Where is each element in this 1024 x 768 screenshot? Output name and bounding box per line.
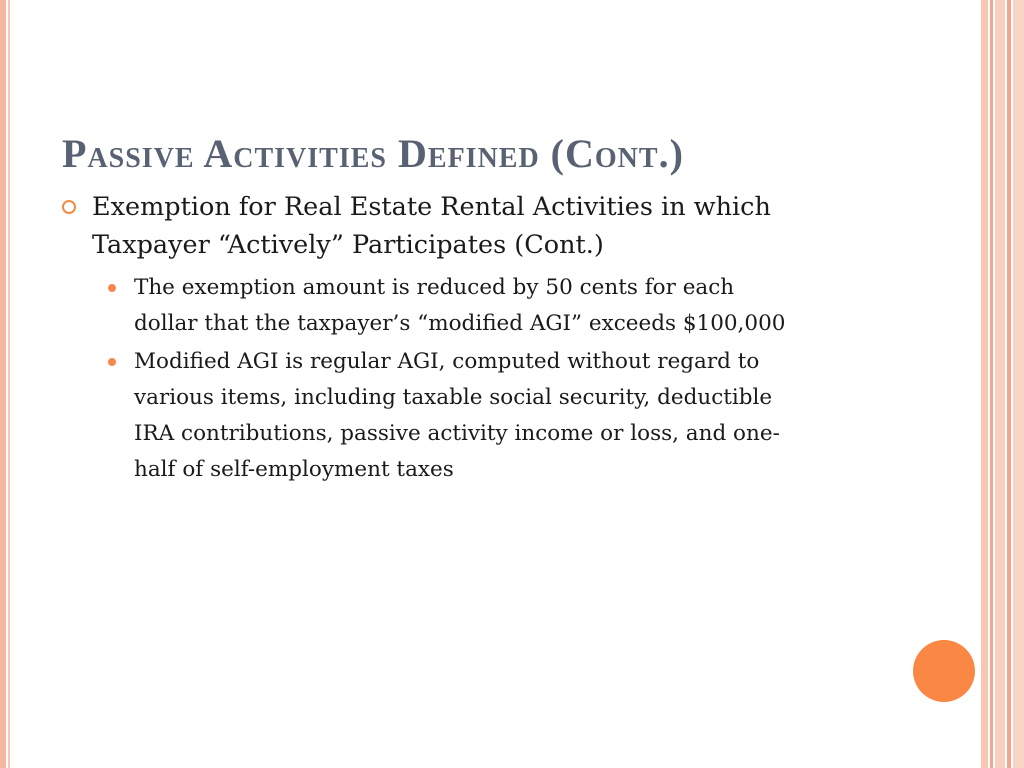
left-border-thin-strip — [8, 0, 10, 768]
accent-circle-decoration — [913, 640, 975, 702]
sub-bullet-text: The exemption amount is reduced by 50 cents for each dollar that the taxpayer’s “modified AGI” exceeds $100,000 — [134, 275, 786, 336]
ring-bullet-icon — [62, 200, 76, 214]
bullet-text: Exemption for Real Estate Rental Activities in which Taxpayer “Actively” Participates (Cont.) — [92, 192, 771, 260]
right-border-strip — [995, 0, 1005, 768]
left-border-strip — [0, 0, 6, 768]
right-border-strip — [1007, 0, 1011, 768]
sub-bullet-text: Modified AGI is regular AGI, computed without regard to various items, including taxable social security, deductible IRA contributions, passive activity income or loss, and one-half of self-employment taxes — [134, 349, 780, 482]
right-border-strip — [990, 0, 993, 768]
dot-bullet-icon — [108, 284, 116, 292]
slide-title: Passive Activities Defined (Cont.) — [62, 130, 684, 176]
sub-bullet-list — [62, 270, 862, 488]
slide-content — [62, 188, 862, 490]
right-border-strip — [1013, 0, 1024, 768]
right-border-strip — [981, 0, 988, 768]
sub-bullet-item — [62, 270, 862, 342]
dot-bullet-icon — [108, 358, 116, 366]
sub-bullet-item — [62, 344, 862, 488]
bullet-item — [62, 188, 862, 264]
